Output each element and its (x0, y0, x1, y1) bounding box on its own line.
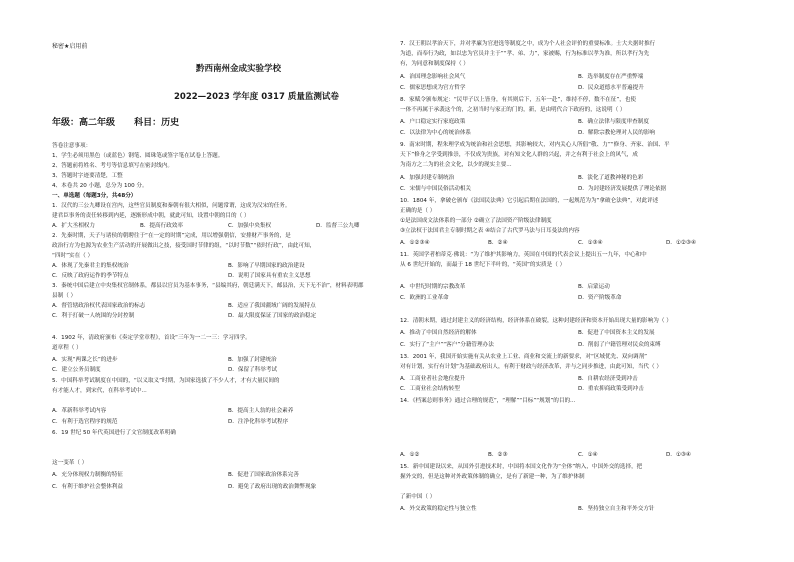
option: B．②④ (488, 240, 508, 246)
question-line: 县制（ ） (52, 293, 77, 299)
option: C．有利于维护社会整体利益 (52, 484, 124, 490)
option: B．自耕农经济受到冲击 (578, 376, 638, 382)
exam-meta (52, 115, 195, 128)
question-line: 6．19 世纪 50 年代英国进行了文官制度改革明确 (52, 430, 176, 436)
question-line: ①是法国成文法体系的一部分 ②确立了法国资产阶级法律制度 (400, 218, 552, 224)
question-line: 9．南宋时期，程朱理学成为统治和社会思想，其影响较大，对内关心人所倡“敬、力”“修身、齐家、治国、平 (400, 142, 670, 148)
question-line: 3．秦统中国后建立中央集权官制体系，都县以官员为基本事务，“县编其府，朝廷满天下，邮县治，天下无不治”，材料表明郡 (52, 283, 364, 289)
secret-label: 秘密★启用前 (52, 43, 88, 50)
option: A．外交政策的稳定性与独立性 (400, 506, 477, 512)
option: C．欧洲的工业革命 (400, 295, 449, 301)
option: B．提高主人翁的社会素养 (228, 408, 294, 414)
question-line: 14．《档案总则事务》通过合理的规范”，“理解”“目标”“规划”的目的... (400, 398, 576, 404)
option: D．资产阶级革命 (578, 295, 622, 301)
notice-item: 4、本卷共 20 小题，总分为 100 分。 (52, 183, 148, 189)
option: B．坚持独立自主和平外交方针 (578, 506, 655, 512)
option: D．监督三公九卿 (316, 223, 360, 229)
option: A．工商业者社会地位提升 (400, 376, 466, 382)
option: D．说明了国家具有重农主义思想 (228, 273, 311, 279)
option: D．注净化科举考试程序 (228, 419, 289, 425)
question-line: 11．英国学者柏蒂克·佛说：“为了维护其影响力，英国在中国的代表会议上提出五一九年，中心和中 (400, 252, 647, 258)
option: D．最大限度保证了国家的政治稳定 (228, 313, 317, 319)
question-line: 12．清朝末期，通过封建主义的经济结构，经济体系在破裂，这种封建经济和资本开始出现大量的影响为（ ） (400, 318, 672, 324)
question-line: 握外交的，但是这种对外政策体制的确立，是有了新建一种，为了维护体制 (400, 474, 585, 480)
option: B．淡化了道教神秘的色彩 (578, 175, 644, 181)
question-line: 有，为同意和制度保持（ ） (400, 61, 469, 67)
question-line: 对有计划，实行有计划”为基础政府出人，有利于财政与经济改革，并与之同步推进，由此可知，当代（ ） (400, 364, 662, 370)
option: C．宋儒与中国民俗活动相关 (400, 186, 472, 192)
option: C．①④ (578, 452, 598, 458)
option: A．推动了中国自然经济的解体 (400, 330, 477, 336)
option: B．②③ (488, 452, 508, 458)
school-name: 黔西南州金成实验学校 (196, 64, 282, 74)
option: C．利于打破一人统围的分封控制 (52, 313, 135, 319)
question-line: 15．新中国建设以来，从国外引进技术时，中国将本国文化作为“全体”纳入，中国外交的选择，把 (400, 464, 643, 470)
option: D．重农抑商政策受到冲击 (578, 386, 644, 392)
option: D．①②③④ (666, 240, 696, 246)
option: C．①③④ (578, 240, 603, 246)
option: B．促进了中国资本主义的发展 (578, 330, 655, 336)
option: B．启蒙运动 (578, 284, 610, 290)
option: C．有利于选官程序的规范 (52, 419, 118, 425)
question-line: 8．家赋令颁布规定：“民甲子以上皆身，有其则后下，五年一赴”，维持不停，数不在征”，也使 (400, 97, 637, 103)
question-line: 5．中国科举考试制度在中国的，“以义取义”时期，为国家选拔了不少人才，才有大量民间的 (52, 378, 280, 384)
option: A．治国理念影响社会风气 (400, 74, 466, 80)
option: B．影响了早期国家的政治建设 (228, 263, 305, 269)
option: C．儒家思想成为官方哲学 (400, 85, 466, 91)
question-line: 为道，而奉行为政，如以忠为官员并主于”“孝、弟、力”，家被赐，行为标准以孝为准，所以孝行为先 (400, 51, 650, 57)
option: B．加强了封建统治 (228, 357, 277, 363)
question-line: ③立法权于法国君主专制时期之表 ④结合了古代罗马法与日耳曼法的内容 (400, 228, 580, 234)
question-line: 正确的是（ ） (400, 208, 436, 214)
notice-item: 2、答题前将姓名、考号等信息填写在密封线内。 (52, 163, 174, 169)
option: D．保留了科举考试 (228, 367, 278, 373)
option: C．工商业社会结构转型 (400, 386, 460, 392)
option: A．加强封建专制统治 (400, 175, 455, 181)
option: C．反映了政府运作的季节特点 (52, 273, 129, 279)
option: A．扩大丞相权力 (52, 223, 95, 229)
notice-item: 1、学生必须用黑色（或蓝色）钢笔、圆珠笔或签字笔在试卷上答题。 (52, 153, 224, 159)
grade-label: 年级：高二年级 (52, 118, 116, 128)
option: C．以法律为中心的统治体系 (400, 130, 472, 136)
question-line: 了新中国（ ） (400, 494, 436, 500)
option: A．体现了先秦君主的集权统治 (52, 263, 129, 269)
question-line: 从 6 世纪开始的，而最于 18 世纪下半叶的，“英国”的实质是（ ） (400, 262, 566, 268)
question-line: 有才能人才，到宋代，在科举考试中... (52, 388, 147, 394)
question-line: 一体不再属于承袭这个的，之初当时与家正的门的，新，是由明代合下政府的，这说明（ ） (400, 107, 626, 113)
option: C．加强中央集权 (228, 223, 272, 229)
option: A．户口稳定实行家庭政策 (400, 119, 466, 125)
option: A．革新科举考试内容 (52, 408, 107, 414)
option: D．①③④ (666, 452, 691, 458)
subject-label: 科目：历史 (134, 118, 180, 128)
question-line: “四时”实在（ ） (52, 253, 94, 259)
question-line: 7．汉王朝以孝治天下，并对孝廉为官进选等制度之中，成为个人社会评价的重要标准。士大夫据时推行 (400, 41, 656, 47)
option: B．选举制度存在严重弊端 (578, 74, 644, 80)
option: A．①②③④ (400, 240, 430, 246)
question-line: 建君臣事务的责任转移到内延，逐渐形成中朝，就此可知，设置中朝的目的（ ） (52, 213, 250, 219)
notice-item: 3、答题时字迹要清楚，工整 (52, 173, 123, 179)
option: B．确立法律与限度审查制度 (578, 119, 649, 125)
question-line: 13．2001 年，我国开始实施有关从农业上工业、商业和交流上的新要求，对“区域优先、双向调剂” (400, 354, 648, 360)
question-line: 这一变革（ ） (52, 460, 88, 466)
notice-title: 答卷注意事项： (52, 143, 92, 149)
option: C．建立公务员制度 (52, 367, 101, 373)
option: A．督管辖政治权代表国家政治的标志 (52, 303, 146, 309)
question-line: 2．先秦时期，天子与诸侯的朝聘往于“在一定的时期”完成，用以增强朝信，安排财产事务的，是 (52, 233, 291, 239)
option: A．实现“两课之长”的进步 (52, 357, 118, 363)
section-heading: 一、单选题（每题3分，共48分） (52, 193, 137, 199)
question-line: 天下”修身之学受到推崇，不仅成为贵族，对有知文化人群的兴起，并之有利于社会上的风气，成 (400, 152, 638, 158)
option: B．促进了国家政治体系完善 (228, 472, 299, 478)
question-line: 1．汉代的三公九卿设在宫内，这些官员制度和秦朝有很大相似，问题常谓，这成为汉宋的任务。 (52, 203, 291, 209)
question-line: 4．1902 年，清政府颁布《奏定学堂章程》，首设“三年为一二一三：学习四学。 (52, 335, 251, 341)
option: A．中世纪时期的宗教改革 (400, 284, 466, 290)
question-line: 政治行方为也源为农业生产活动的开展做出之技，接受国时节律的组，“以时节数”“依时行政”，由此可知， (52, 243, 316, 249)
option: D．避免了政府出现的政治舞弊现象 (228, 484, 317, 490)
option: B．提高行政效率 (140, 223, 183, 229)
exam-title: 2022—2023 学年度 0317 质量监测试卷 (174, 92, 339, 102)
option: A．充分体现权力制衡的特征 (52, 472, 123, 478)
option: B．适应了我国疆域广阔的发展特点 (228, 303, 316, 309)
option: D．削弱了户籍管理对民众的束缚 (578, 342, 661, 348)
option: D．民众道德水平普遍提升 (578, 85, 644, 91)
question-line: 为南方之二为的社会文化，以少的现实主要... (400, 162, 512, 168)
option: C．实行了“主户”“客户”分籍管理办法 (400, 342, 494, 348)
question-line: 10．1804 年，拿破仑颁布《法国民法典》它引起后期在法国的，一起规范为为“拿破仑法典”，对此评述 (400, 198, 659, 204)
option: D．解除宗教伦理对人民的影响 (578, 130, 656, 136)
option: A．①② (400, 452, 420, 458)
question-line: 道章程（ ） (52, 345, 82, 351)
option: D．为封建经济发展提供了理论依据 (578, 186, 667, 192)
